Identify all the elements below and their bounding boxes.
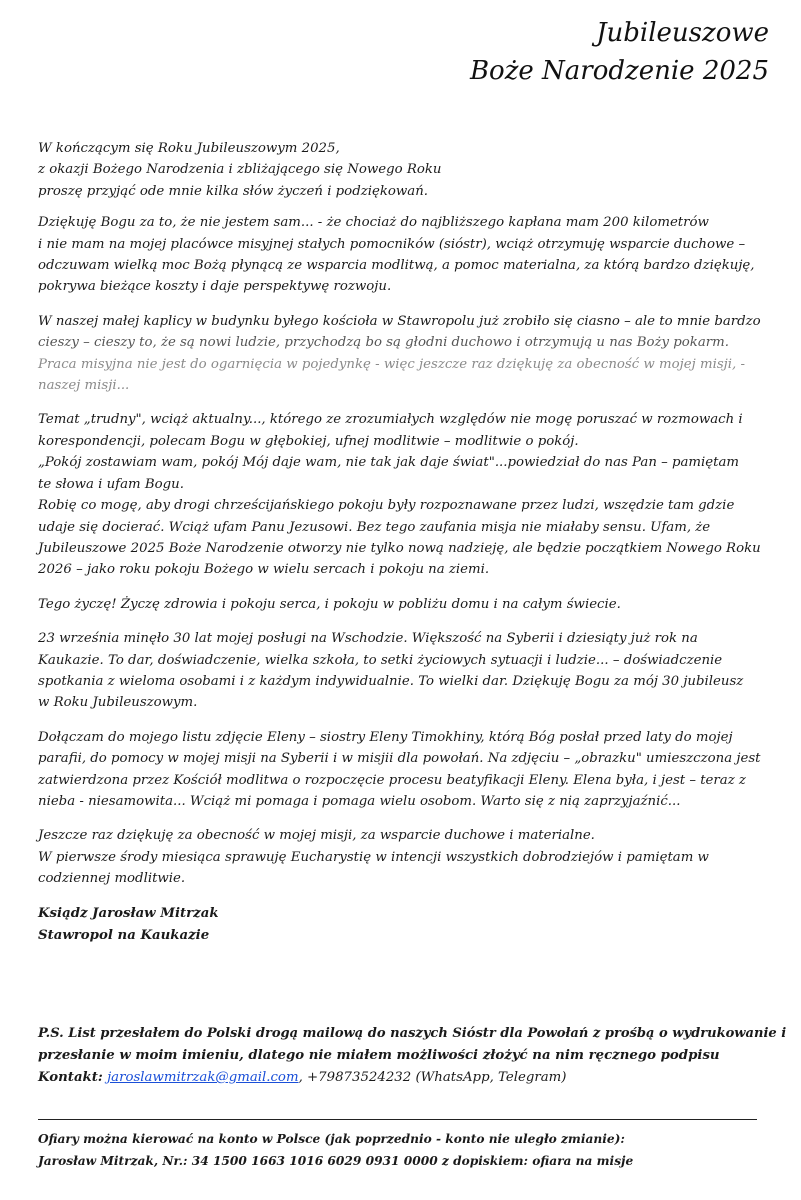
- text-line: cieszy – cieszy to, że są nowi ludzie, przychodzą bo są głodni duchowo i otrzymują u nas Boży pokarm.: [38, 335, 729, 351]
- text-line: udaje się docierać. Wciąż ufam Panu Jezusowi. Bez tego zaufania misja nie miałaby sensu. Ufam, że: [38, 519, 711, 535]
- text-line: codziennej modlitwie.: [38, 871, 186, 887]
- intro-paragraph: [38, 138, 766, 202]
- text-line: odczuwam wielką moc Bożą płynącą ze wsparcia modlitwą, a pomoc materialna, za którą bardzo dziękuję,: [38, 258, 755, 274]
- text-line: Tego życzę! Życzę zdrowia i pokoju serca, i pokoju w pobliżu domu i na całym świecie.: [38, 596, 621, 612]
- text-line: W kończącym się Roku Jubileuszowym 2025,: [38, 141, 340, 156]
- text-line: zatwierdzona przez Kościół modlitwa o rozpoczęcie procesu beatyfikacji Eleny. Elena była, i jest – teraz z: [38, 772, 746, 788]
- ps-line-1: P.S. List przesłałem do Polski drogą mailową do naszych Sióstr dla Powołań z prośbą o wydrukowanie i: [38, 1026, 787, 1041]
- email-link[interactable]: jaroslawmitrzak@gmail.com: [107, 1070, 299, 1085]
- text-line: Temat „trudny", wciąż aktualny..., którego ze zrozumiałych względów nie mogę poruszać w rozmowach i: [38, 412, 743, 428]
- footer-line-1: Ofiary można kierować na konto w Polsce (jak poprzednio - konto nie uległo zmianie):: [38, 1132, 625, 1146]
- footer-line-2: Jarosław Mitrzak, Nr.: 34 1500 1663 1016 6029 0931 0000 z dopiskiem: ofiara na misje: [38, 1154, 634, 1168]
- donation-footer: [38, 1128, 633, 1172]
- text-line: w Roku Jubileuszowym.: [38, 695, 198, 711]
- text-line: i nie mam na mojej placówce misyjnej stałych pomocników (sióstr), wciąż otrzymuję wsparcie duchowe –: [38, 236, 746, 252]
- text-line: proszę przyjąć ode mnie kilka słów życzeń i podziękowań.: [38, 183, 428, 199]
- text-line: spotkania z wieloma osobami i z każdym indywidualnie. To wielki dar. Dziękuję Bogu za mój 30 jubileusz: [38, 673, 744, 689]
- text-line: Jubileuszowe 2025 Boże Narodzenie otworzy nie tylko nową nadzieję, ale będzie początkiem Nowego Roku: [38, 540, 761, 556]
- text-line: Dołączam do mojego listu zdjęcie Eleny – siostry Eleny Timokhiny, którą Bóg posłał przed laty do mojej: [38, 729, 733, 745]
- contact-line: [38, 1067, 773, 1089]
- wish-paragraph: [38, 594, 766, 615]
- elena-paragraph: [38, 727, 766, 813]
- text-line: parafii, do pomocy w mojej misji na Syberii i w misjii dla powołań. Na zdjęciu – „obrazku" umieszczona jest: [38, 751, 761, 767]
- peace-paragraph: [38, 409, 766, 580]
- text-line: te słowa i ufam Bogu.: [38, 476, 184, 492]
- text-line: „Pokój zostawiam wam, pokój Mój daje wam, nie tak jak daje świat"...powiedział do nas Pan – pamiętam: [38, 455, 740, 471]
- text-line: Jeszcze raz dziękuję za obecność w mojej misji, za wsparcie duchowe i materialne.: [38, 828, 595, 844]
- chapel-paragraph: [38, 311, 766, 397]
- signature-name: Ksiądz Jarosław Mitrzak: [38, 905, 219, 921]
- phone-text: , +79873524232 (WhatsApp, Telegram): [298, 1070, 567, 1085]
- contact-label: Kontakt:: [38, 1070, 103, 1085]
- text-line: W naszej małej kaplicy w budynku byłego kościoła w Stawropolu już zrobiło się ciasno – ale to mnie bardzo: [38, 313, 761, 329]
- text-line: W pierwsze środy miesiąca sprawuję Eucharystię w intencji wszystkich dobrodziejów i pamiętam w: [38, 849, 709, 865]
- text-line: Dziękuję Bogu za to, że nie jestem sam... - że chociaż do najbliższego kapłana mam 200 kilometrów: [38, 215, 709, 231]
- thanks-paragraph: [38, 212, 766, 298]
- text-line: Robię co mogę, aby drogi chrześcijańskiego pokoju były rozpoznawane przez ludzi, wszędzie tam gdzie: [38, 498, 735, 514]
- text-line: Kaukazie. To dar, doświadczenie, wielka szkoła, to setki życiowych sytuacji i ludzie... – doświadczenie: [38, 652, 723, 668]
- ps-line-2: przesłanie w moim imieniu, dlatego nie miałem możliwości złożyć na nim ręcznego podpisu: [38, 1048, 720, 1063]
- title-line-2: Boże Narodzenie 2025: [469, 56, 769, 86]
- text-line: 23 września minęło 30 lat mojej posługi na Wschodzie. Większość na Syberii i dziesiąty już rok na: [38, 631, 698, 647]
- text-line: korespondencji, polecam Bogu w głębokiej, ufnej modlitwie – modlitwie o pokój.: [38, 433, 579, 449]
- text-line: z okazji Bożego Narodzenia i zbliżającego się Nowego Roku: [38, 162, 442, 178]
- signature-place: Stawropol na Kaukazie: [38, 927, 210, 943]
- text-line: Praca misyjna nie jest do ogarnięcia w pojedynkę - więc jeszcze raz dziękuję za obecność w mojej misji, -: [38, 356, 746, 372]
- text-line: 2026 – jako roku pokoju Bożego w wielu sercach i pokoju na ziemi.: [38, 562, 490, 578]
- anniversary-paragraph: [38, 628, 766, 714]
- text-line: nieba - niesamowita... Wciąż mi pomaga i pomaga wielu osobom. Warto się z nią zaprzyjaźnić...: [38, 793, 681, 809]
- text-line: pokrywa bieżące koszty i daje perspektywę rozwoju.: [38, 279, 392, 295]
- closing-paragraph: [38, 825, 766, 889]
- signature-block: [38, 903, 766, 947]
- text-line: naszej misji...: [38, 378, 130, 394]
- letter-body: [38, 138, 766, 947]
- footer-divider: [38, 1119, 757, 1120]
- title-line-1: Jubileuszowe: [596, 18, 769, 48]
- letter-title: [470, 14, 769, 90]
- postscript: [38, 1023, 787, 1089]
